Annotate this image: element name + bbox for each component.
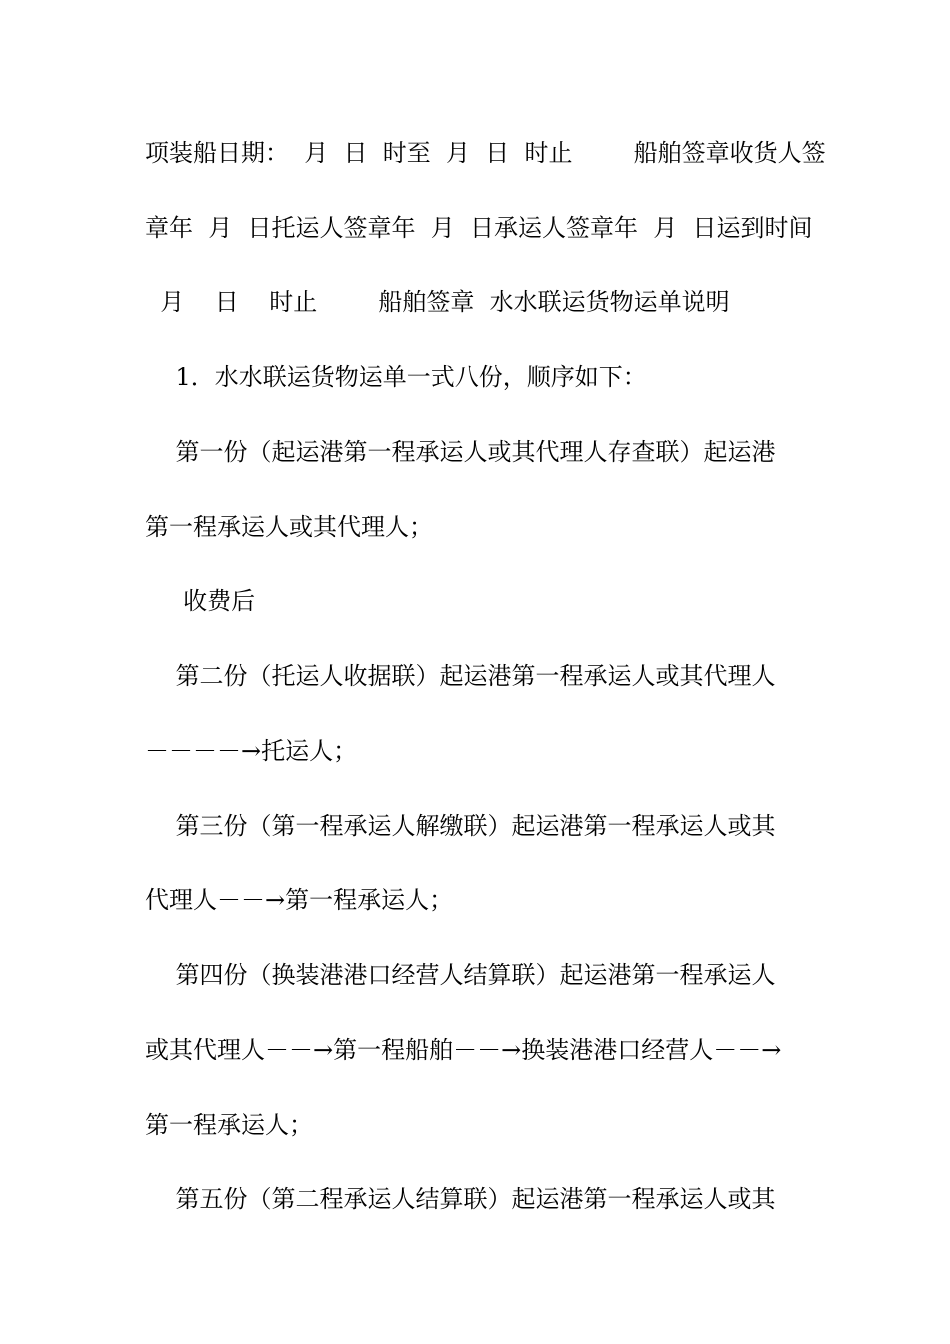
text-line: 第一程承运人或其代理人； [145, 513, 433, 541]
text-line: 第二份（托运人收据联）起运港第一程承运人或其代理人 [145, 662, 776, 690]
text-line: －－－－→托运人； [145, 737, 358, 765]
text-line: 项装船日期： 月 日 时至 月 日 时止 船舶签章收货人签 [145, 139, 826, 167]
text-line: 章年 月 日托运人签章年 月 日承运人签章年 月 日运到时间 [145, 214, 813, 242]
text-line: 第五份（第二程承运人结算联）起运港第一程承运人或其 [145, 1185, 776, 1213]
text-line: 代理人－－→第一程承运人； [145, 886, 454, 914]
text-line: 第一份（起运港第一程承运人或其代理人存查联）起运港 [145, 438, 776, 466]
text-line: 月 日 时止 船舶签章 水水联运货物运单说明 [145, 288, 730, 316]
text-line: 或其代理人－－→第一程船舶－－→换装港港口经营人－－→ [145, 1036, 782, 1064]
text-line: 1．水水联运货物运单一式八份，顺序如下： [145, 363, 647, 391]
text-line: 收费后 [145, 587, 256, 615]
text-line: 第三份（第一程承运人解缴联）起运港第一程承运人或其 [145, 812, 776, 840]
text-line: 第四份（换装港港口经营人结算联）起运港第一程承运人 [145, 961, 776, 989]
text-line: 第一程承运人； [145, 1111, 313, 1139]
